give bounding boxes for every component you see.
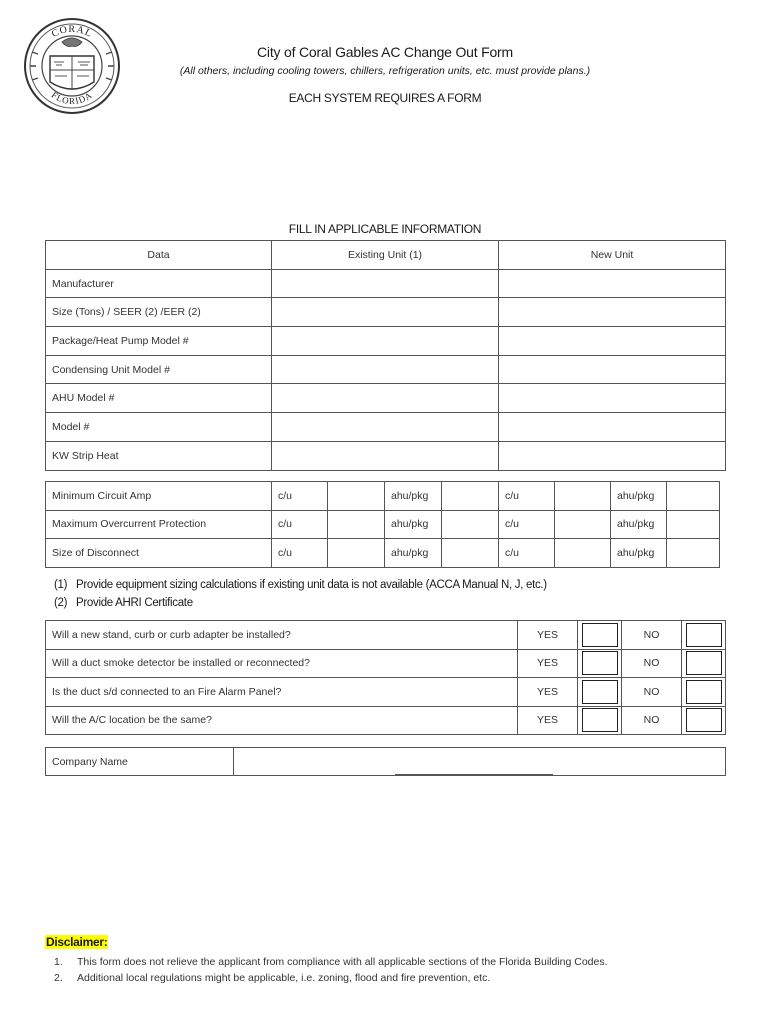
table-row xyxy=(46,649,726,678)
table-row xyxy=(46,510,720,539)
new-unit-field[interactable] xyxy=(499,298,726,327)
new-unit-field[interactable] xyxy=(499,327,726,356)
value-field[interactable] xyxy=(328,539,385,568)
value-field[interactable] xyxy=(555,510,611,539)
existing-unit-field[interactable] xyxy=(272,269,499,298)
sub-label: ahu/pkg xyxy=(385,539,442,568)
requirement-notice: EACH SYSTEM REQUIRES A FORM xyxy=(288,91,482,105)
value-field[interactable] xyxy=(667,482,720,511)
no-label: NO xyxy=(622,649,682,678)
no-label: NO xyxy=(622,706,682,735)
sub-label: c/u xyxy=(499,482,555,511)
yes-checkbox-cell[interactable] xyxy=(578,621,622,650)
question-text: Will a new stand, curb or curb adapter be installed? xyxy=(46,621,518,650)
value-field[interactable] xyxy=(555,539,611,568)
svg-text:CORAL xyxy=(50,24,94,40)
disclaimer-title: Disclaimer: xyxy=(46,935,108,949)
header-existing-unit: Existing Unit (1) xyxy=(272,241,499,270)
questions-table xyxy=(45,620,726,735)
existing-unit-field[interactable] xyxy=(272,384,499,413)
row-label: Package/Heat Pump Model # xyxy=(46,327,272,356)
seal-text-bottom: FLORIDA xyxy=(49,89,95,107)
footnote: (1) Provide equipment sizing calculations if existing unit data is not available (ACCA Manual N, J, etc.) xyxy=(54,579,547,591)
value-field[interactable] xyxy=(328,510,385,539)
value-field[interactable] xyxy=(442,539,499,568)
value-field[interactable] xyxy=(667,510,720,539)
table-row xyxy=(46,269,726,298)
new-unit-field[interactable] xyxy=(499,269,726,298)
no-checkbox-cell[interactable] xyxy=(682,621,726,650)
existing-unit-field[interactable] xyxy=(272,441,499,470)
sub-label: c/u xyxy=(272,482,328,511)
table-row xyxy=(46,355,726,384)
yes-checkbox[interactable] xyxy=(582,623,618,647)
value-field[interactable] xyxy=(555,482,611,511)
header-data: Data xyxy=(46,241,272,270)
table-header-row xyxy=(46,241,726,270)
table-row xyxy=(46,748,726,776)
row-label: Size (Tons) / SEER (2) /EER (2) xyxy=(46,298,272,327)
table-row xyxy=(46,482,720,511)
value-field[interactable] xyxy=(667,539,720,568)
value-field[interactable] xyxy=(442,510,499,539)
list-item: 2. Additional local regulations might be applicable, i.e. zoning, flood and fire prevention, etc. xyxy=(54,972,491,984)
no-label: NO xyxy=(622,678,682,707)
form-subtitle: (All others, including cooling towers, chillers, refrigeration units, etc. must provide plans.) xyxy=(179,65,591,77)
table-row xyxy=(46,384,726,413)
company-name-field[interactable] xyxy=(234,748,726,776)
sub-label: ahu/pkg xyxy=(611,482,667,511)
footnote: (2) Provide AHRI Certificate xyxy=(54,597,193,609)
no-checkbox[interactable] xyxy=(686,680,722,704)
sub-label: c/u xyxy=(272,539,328,568)
table-row xyxy=(46,621,726,650)
new-unit-field[interactable] xyxy=(499,441,726,470)
question-text: Is the duct s/d connected to an Fire Alarm Panel? xyxy=(46,678,518,707)
table-row xyxy=(46,327,726,356)
table-row xyxy=(46,678,726,707)
yes-checkbox-cell[interactable] xyxy=(578,649,622,678)
table-row xyxy=(46,441,726,470)
row-label: Condensing Unit Model # xyxy=(46,355,272,384)
value-field[interactable] xyxy=(328,482,385,511)
row-label: Manufacturer xyxy=(46,269,272,298)
yes-checkbox-cell[interactable] xyxy=(578,706,622,735)
yes-label: YES xyxy=(518,678,578,707)
question-text: Will the A/C location be the same? xyxy=(46,706,518,735)
new-unit-field[interactable] xyxy=(499,355,726,384)
existing-unit-field[interactable] xyxy=(272,413,499,442)
question-text: Will a duct smoke detector be installed or reconnected? xyxy=(46,649,518,678)
no-checkbox[interactable] xyxy=(686,651,722,675)
yes-label: YES xyxy=(518,706,578,735)
company-name-label: Company Name xyxy=(46,748,234,776)
unit-data-table xyxy=(45,240,726,471)
existing-unit-field[interactable] xyxy=(272,298,499,327)
company-table xyxy=(45,747,726,776)
sub-label: ahu/pkg xyxy=(385,510,442,539)
form-title: City of Coral Gables AC Change Out Form xyxy=(257,44,513,60)
no-checkbox[interactable] xyxy=(686,623,722,647)
electrical-table xyxy=(45,481,720,568)
row-label: Size of Disconnect xyxy=(46,539,272,568)
no-checkbox-cell[interactable] xyxy=(682,678,726,707)
yes-checkbox[interactable] xyxy=(582,651,618,675)
existing-unit-field[interactable] xyxy=(272,355,499,384)
table-row xyxy=(46,413,726,442)
yes-checkbox-cell[interactable] xyxy=(578,678,622,707)
no-label: NO xyxy=(622,621,682,650)
list-item: 1. This form does not relieve the applicant from compliance with all applicable sections of the Florida Building Codes. xyxy=(54,956,608,968)
table-row xyxy=(46,539,720,568)
new-unit-field[interactable] xyxy=(499,413,726,442)
no-checkbox[interactable] xyxy=(686,708,722,732)
yes-checkbox[interactable] xyxy=(582,680,618,704)
new-unit-field[interactable] xyxy=(499,384,726,413)
sub-label: ahu/pkg xyxy=(611,510,667,539)
section-title: FILL IN APPLICABLE INFORMATION xyxy=(288,222,482,236)
value-field[interactable] xyxy=(442,482,499,511)
seal-text-top: CORAL xyxy=(49,23,95,40)
sub-label: c/u xyxy=(499,539,555,568)
row-label: Minimum Circuit Amp xyxy=(46,482,272,511)
existing-unit-field[interactable] xyxy=(272,327,499,356)
table-row xyxy=(46,298,726,327)
row-label: Maximum Overcurrent Protection xyxy=(46,510,272,539)
sub-label: c/u xyxy=(499,510,555,539)
sub-label: ahu/pkg xyxy=(385,482,442,511)
yes-checkbox[interactable] xyxy=(582,708,618,732)
sub-label: ahu/pkg xyxy=(611,539,667,568)
sub-label: c/u xyxy=(272,510,328,539)
no-checkbox-cell[interactable] xyxy=(682,649,726,678)
row-label: KW Strip Heat xyxy=(46,441,272,470)
header-new-unit: New Unit xyxy=(499,241,726,270)
row-label: Model # xyxy=(46,413,272,442)
table-row xyxy=(46,706,726,735)
yes-label: YES xyxy=(518,621,578,650)
divider xyxy=(395,774,553,775)
no-checkbox-cell[interactable] xyxy=(682,706,726,735)
disclaimer-list xyxy=(54,954,608,986)
row-label: AHU Model # xyxy=(46,384,272,413)
yes-label: YES xyxy=(518,649,578,678)
footnotes xyxy=(54,576,547,612)
